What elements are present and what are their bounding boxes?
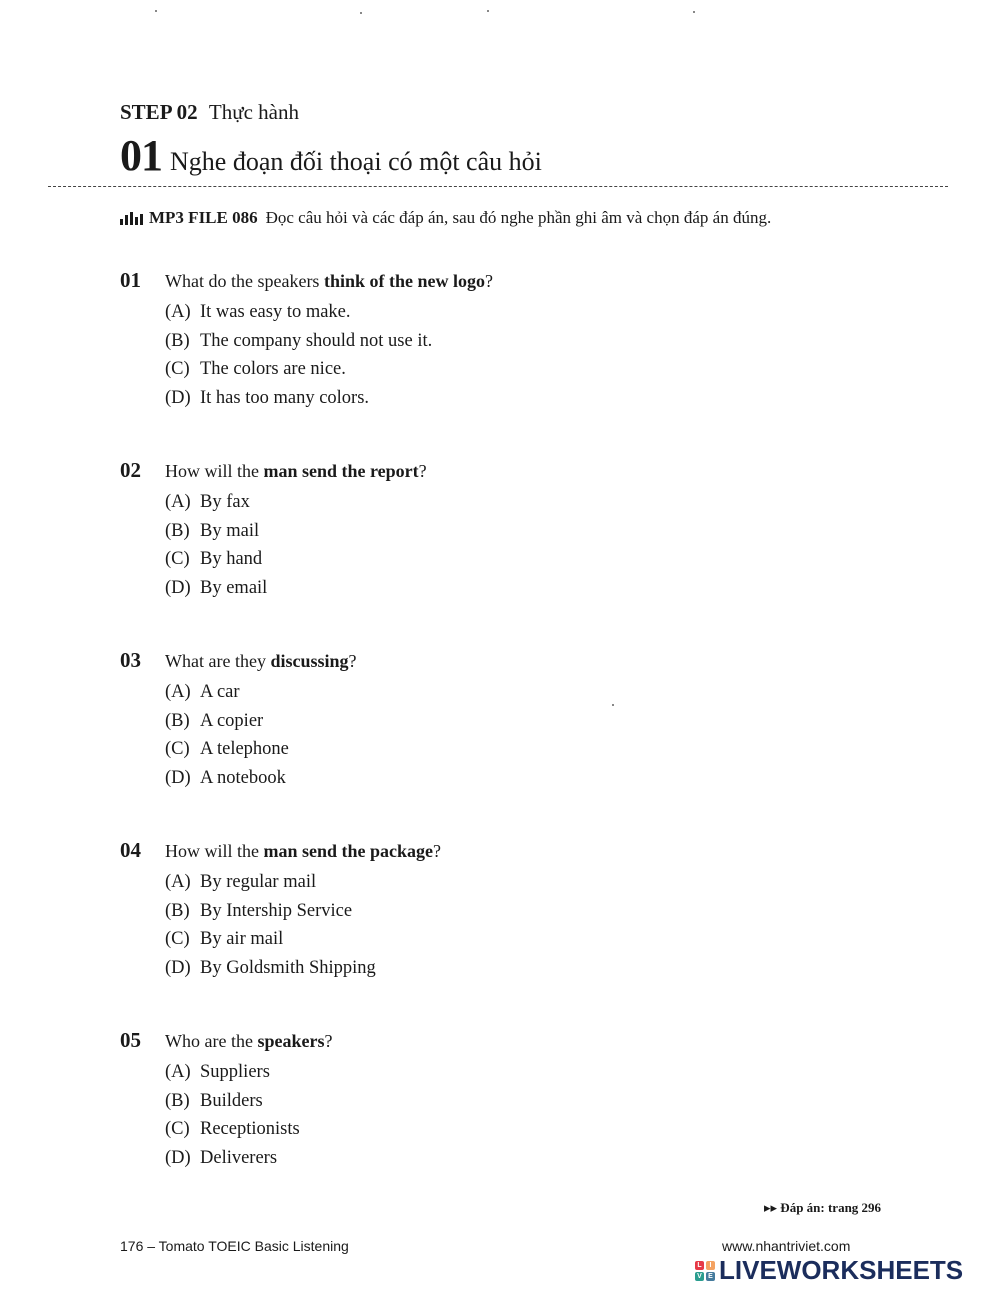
question-text: What are they discussing?	[165, 651, 357, 671]
mp3-file-label: MP3 FILE 086	[149, 208, 258, 227]
answer-option: (B) Builders	[165, 1090, 263, 1111]
website-link[interactable]: www.nhantriviet.com	[722, 1238, 851, 1254]
section-title-text: Nghe đoạn đối thoại có một câu hỏi	[170, 147, 542, 176]
question-block	[120, 838, 880, 983]
answer-option: (C) By air mail	[165, 929, 284, 950]
answer-option: (B) By mail	[165, 520, 260, 541]
answer-option: (C) By hand	[165, 549, 263, 570]
answer-option: (D) By email	[165, 578, 268, 599]
question-number: 03	[120, 648, 141, 672]
section-title	[120, 130, 542, 181]
question-number: 05	[120, 1028, 141, 1052]
question-number: 02	[120, 458, 141, 482]
step-heading	[120, 100, 299, 125]
answer-option: (D) By Goldsmith Shipping	[165, 958, 376, 979]
audio-equalizer-icon	[120, 212, 143, 225]
question-block	[120, 648, 880, 793]
section-number: 01	[120, 131, 162, 180]
answer-option: (C) A telephone	[165, 739, 289, 760]
question-block	[120, 1028, 880, 1173]
question-block	[120, 268, 880, 413]
answer-option: (A) A car	[165, 682, 240, 702]
answer-option: (C) The colors are nice.	[165, 359, 346, 380]
question-text: How will the man send the package?	[165, 841, 442, 861]
page-footer: 176 – Tomato TOEIC Basic Listening	[120, 1238, 349, 1254]
answer-option: (B) A copier	[165, 710, 264, 731]
scan-speck	[693, 11, 695, 13]
scan-speck	[360, 12, 362, 14]
dashed-divider	[48, 186, 948, 187]
answer-option: (D) A notebook	[165, 768, 286, 789]
scan-speck	[487, 10, 489, 12]
question-text: How will the man send the report?	[165, 461, 427, 481]
question-number: 04	[120, 838, 141, 862]
answer-option: (B) By Intership Service	[165, 900, 353, 921]
instruction-line	[120, 208, 771, 228]
liveworksheets-logo-icon: L I V E	[695, 1261, 715, 1281]
step-label: STEP 02	[120, 100, 198, 124]
answer-option: (C) Receptionists	[165, 1119, 300, 1140]
answer-option: (B) The company should not use it.	[165, 330, 433, 351]
answer-option: (A) By fax	[165, 492, 250, 512]
question-number: 01	[120, 268, 141, 292]
scan-speck	[155, 10, 157, 12]
scan-speck	[612, 704, 614, 706]
answer-option: (D) It has too many colors.	[165, 388, 370, 409]
step-title: Thực hành	[208, 100, 299, 124]
answer-option: (D) Deliverers	[165, 1148, 278, 1169]
answer-option: (A) By regular mail	[165, 872, 317, 892]
answer-page-reference: ▸▸ Đáp án: trang 296	[764, 1200, 882, 1215]
answer-option: (A) It was easy to make.	[165, 302, 351, 322]
question-block	[120, 458, 880, 603]
liveworksheets-wordmark: LIVEWORKSHEETS	[719, 1255, 964, 1285]
answer-option: (A) Suppliers	[165, 1062, 270, 1082]
instruction-text: Đọc câu hỏi và các đáp án, sau đó nghe phần ghi âm và chọn đáp án đúng.	[265, 208, 772, 227]
question-text: Who are the speakers?	[165, 1031, 333, 1051]
question-text: What do the speakers think of the new logo?	[165, 271, 493, 291]
liveworksheets-logo[interactable]	[695, 1255, 963, 1286]
